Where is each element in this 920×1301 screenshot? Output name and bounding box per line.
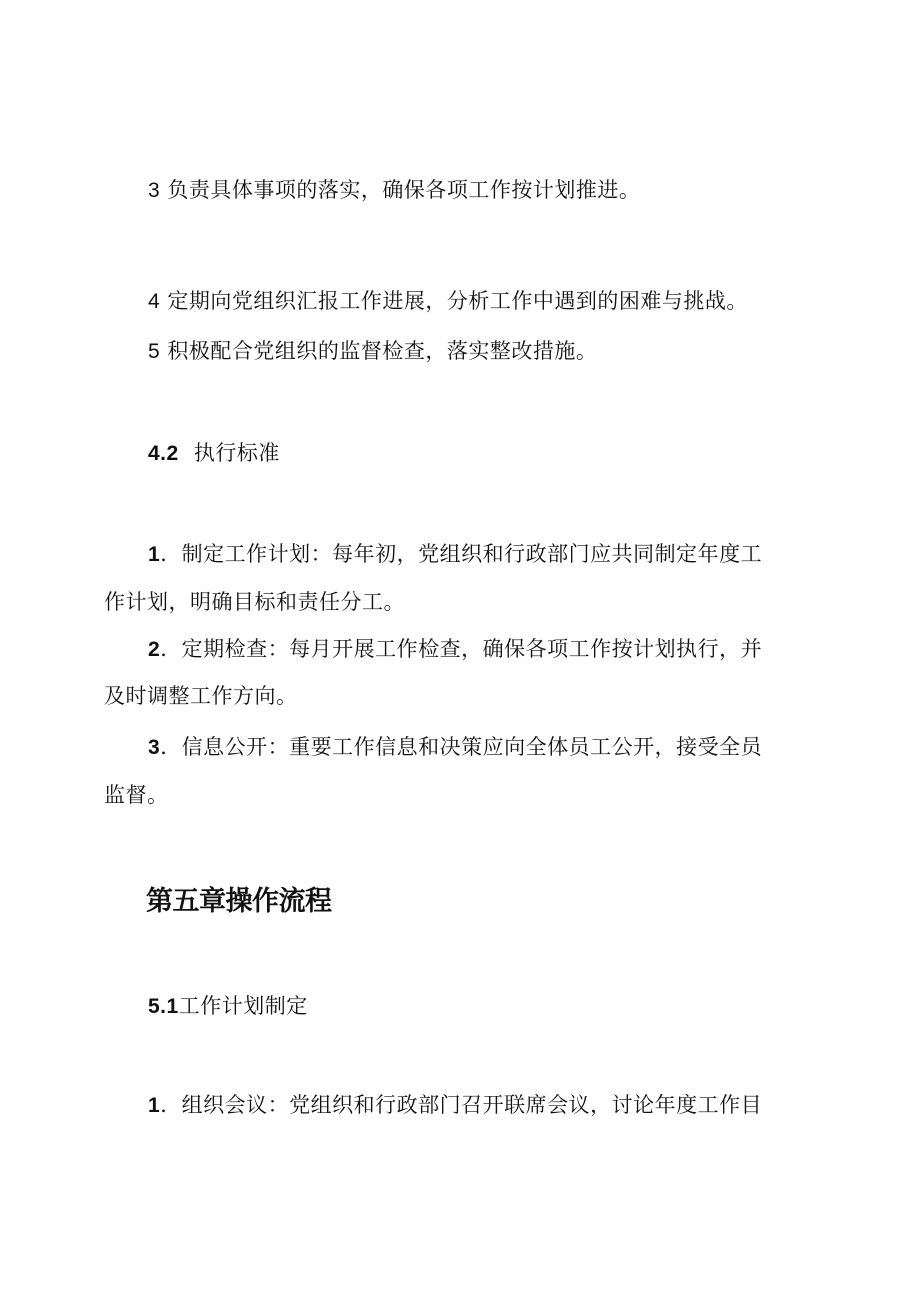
standard-text: ．制定工作计划：每年初，党组织和行政部门应共同制定年度工: [160, 542, 763, 566]
standard-number: 1: [148, 543, 161, 566]
standard-text-continued: 及时调整工作方向。: [104, 684, 298, 708]
standard-number: 3: [148, 736, 161, 759]
section-number: 4.2: [148, 442, 179, 465]
standard-text-continued: 作计划，明确目标和责任分工。: [104, 590, 405, 614]
duty-item-4: [148, 286, 748, 317]
standard-text: ．信息公开：重要工作信息和决策应向全体员工公开，接受全员: [160, 735, 763, 759]
procedure-text: ．组织会议：党组织和行政部门召开联席会议，讨论年度工作目: [160, 1093, 763, 1117]
duty-text: 定期向党组织汇报工作进展，分析工作中遇到的困难与挑战。: [167, 289, 748, 313]
procedure-item-1-line1: [148, 1090, 762, 1121]
chapter-heading-5: 第五章操作流程: [146, 886, 332, 917]
duty-number: 5: [148, 340, 161, 363]
section-number: 5.1: [148, 995, 179, 1018]
section-title: 执行标准: [193, 441, 280, 465]
standard-item-3-line2: [104, 780, 169, 810]
duty-item-3: [148, 175, 640, 206]
procedure-number: 1: [148, 1094, 161, 1117]
duty-text: 积极配合党组织的监督检查，落实整改措施。: [167, 339, 598, 363]
standard-item-2-line2: [104, 681, 298, 711]
standard-item-2-line1: [148, 634, 762, 665]
standard-text: ．定期检查：每月开展工作检查，确保各项工作按计划执行，并: [160, 637, 763, 661]
standard-item-1-line1: [148, 539, 762, 570]
section-title: 工作计划制定: [178, 994, 308, 1018]
duty-item-5: [148, 336, 597, 367]
standard-item-3-line1: [148, 732, 762, 763]
standard-item-1-line2: [104, 587, 405, 617]
section-heading-4-2: [148, 438, 280, 469]
standard-text-continued: 监督。: [104, 783, 169, 807]
duty-number: 4: [148, 290, 161, 313]
duty-text: 负责具体事项的落实，确保各项工作按计划推进。: [167, 178, 641, 202]
duty-number: 3: [148, 179, 161, 202]
section-heading-5-1: [148, 991, 308, 1022]
standard-number: 2: [148, 638, 161, 661]
